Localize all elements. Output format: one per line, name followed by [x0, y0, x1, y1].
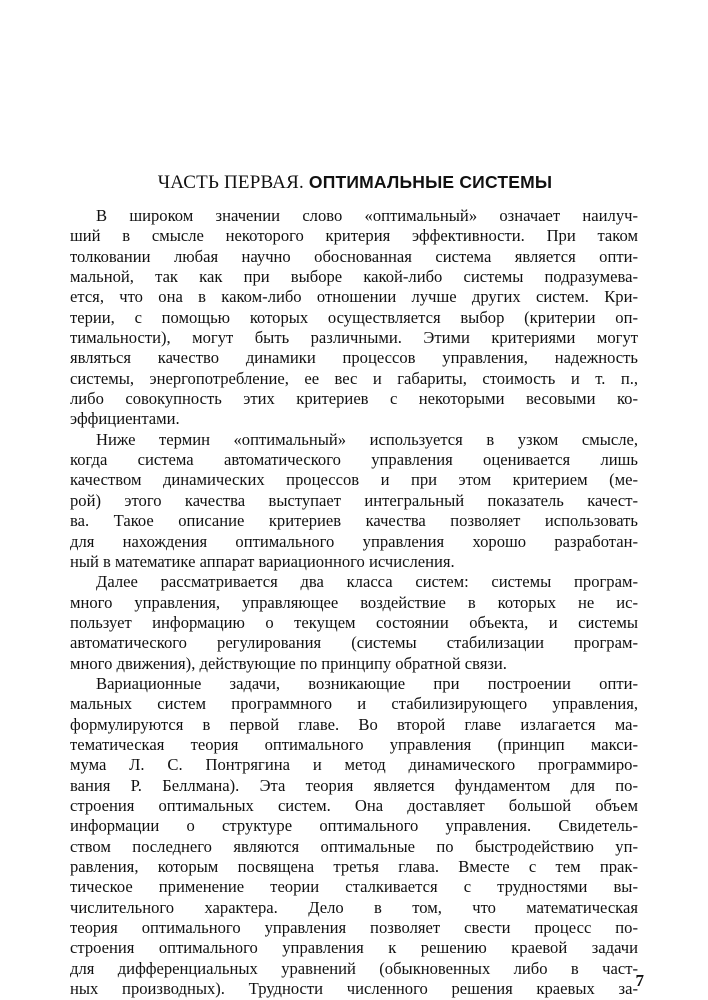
body-text — [70, 206, 638, 999]
text-line: для дифференциальных уравнений (обыкновенных либо в част- — [70, 958, 638, 978]
text-line: терии, с помощью которых осуществляется выбор (критерии оп- — [70, 307, 638, 327]
text-line: строения оптимального управления к решению краевой задачи — [70, 938, 638, 958]
text-line: ется, что она в каком-либо отношении лучше других систем. Кри- — [70, 287, 638, 307]
text-line: эффициентами. — [70, 409, 180, 429]
text-line: ный в математике аппарат вариационного исчисления. — [70, 551, 455, 571]
text-line: много управления, управляющее воздействие в которых не ис- — [70, 592, 638, 612]
text-line: качеством динамических процессов и при этом критерием (ме- — [70, 470, 638, 490]
text-line: ством последнего являются оптимальные по быстродействию уп- — [70, 836, 638, 856]
text-line: являться качество динамики процессов управления, надежность — [70, 348, 638, 368]
text-line: ший в смысле некоторого критерия эффективности. При таком — [70, 226, 638, 246]
text-line: для нахождения оптимального управления хорошо разработан- — [70, 531, 638, 551]
paragraph — [70, 206, 638, 430]
paragraph — [70, 430, 638, 572]
part-label: ЧАСТЬ ПЕРВАЯ. — [157, 172, 304, 193]
text-line: вания Р. Беллмана). Эта теория является фундаментом для по- — [70, 775, 638, 795]
text-line: информации о структуре оптимального управления. Свидетель- — [70, 816, 638, 836]
text-line: тематическая теория оптимального управления (принцип макси- — [70, 734, 638, 754]
text-line: мальных систем программного и стабилизирующего управления, — [70, 694, 638, 714]
text-line: мальной, так как при выборе какой-либо системы подразумева- — [70, 267, 638, 287]
text-line: много движения), действующие по принципу обратной связи. — [70, 653, 507, 673]
part-heading — [70, 172, 640, 194]
part-title: ОПТИМАЛЬНЫЕ СИСТЕМЫ — [308, 172, 553, 192]
page-number: 7 — [635, 971, 644, 990]
text-line: толковании любая научно обоснованная система является опти- — [70, 246, 638, 266]
text-line: Вариационные задачи, возникающие при построении опти- — [96, 673, 638, 693]
text-line: формулируются в первой главе. Во второй главе излагается ма- — [70, 714, 638, 734]
text-line: пользует информацию о текущем состоянии объекта, и системы — [70, 612, 638, 632]
text-line: числительного характера. Дело в том, что математическая — [70, 897, 638, 917]
text-line: равления, которым посвящена третья глава. Вместе с тем прак- — [70, 857, 638, 876]
text-line: теория оптимального управления позволяет свести процесс по- — [70, 918, 638, 938]
text-line: Ниже термин «оптимальный» используется в узком смысле, — [96, 429, 638, 449]
text-line: либо совокупность этих критериев с некоторыми весовыми ко- — [70, 389, 638, 409]
text-line: когда система автоматического управления оценивается лишь — [70, 450, 638, 470]
text-line: В широком значении слово «оптимальный» означает наилуч- — [96, 206, 638, 225]
text-line: ных производных). Трудности численного решения краевых за- — [70, 979, 638, 999]
text-line: ва. Такое описание критериев качества позволяет использовать — [70, 511, 638, 531]
text-line: системы, энергопотребление, ее вес и габариты, стоимость и т. п., — [70, 368, 638, 388]
text-line: мума Л. С. Понтрягина и метод динамического программиро- — [70, 755, 638, 775]
text-line: тическое применение теории сталкивается с трудностями вы- — [70, 877, 638, 897]
text-line: рой) этого качества выступает интегральный показатель качест- — [70, 490, 638, 510]
text-line: строения оптимальных систем. Она доставляет большой объем — [70, 795, 638, 815]
text-line: тимальности), могут быть различными. Этими критериями могут — [70, 328, 638, 348]
text-line: Далее рассматривается два класса систем: системы програм- — [96, 572, 638, 592]
text-line: автоматического регулирования (системы стабилизации програм- — [70, 633, 638, 653]
paragraph — [70, 572, 638, 674]
paragraph — [70, 674, 638, 1000]
